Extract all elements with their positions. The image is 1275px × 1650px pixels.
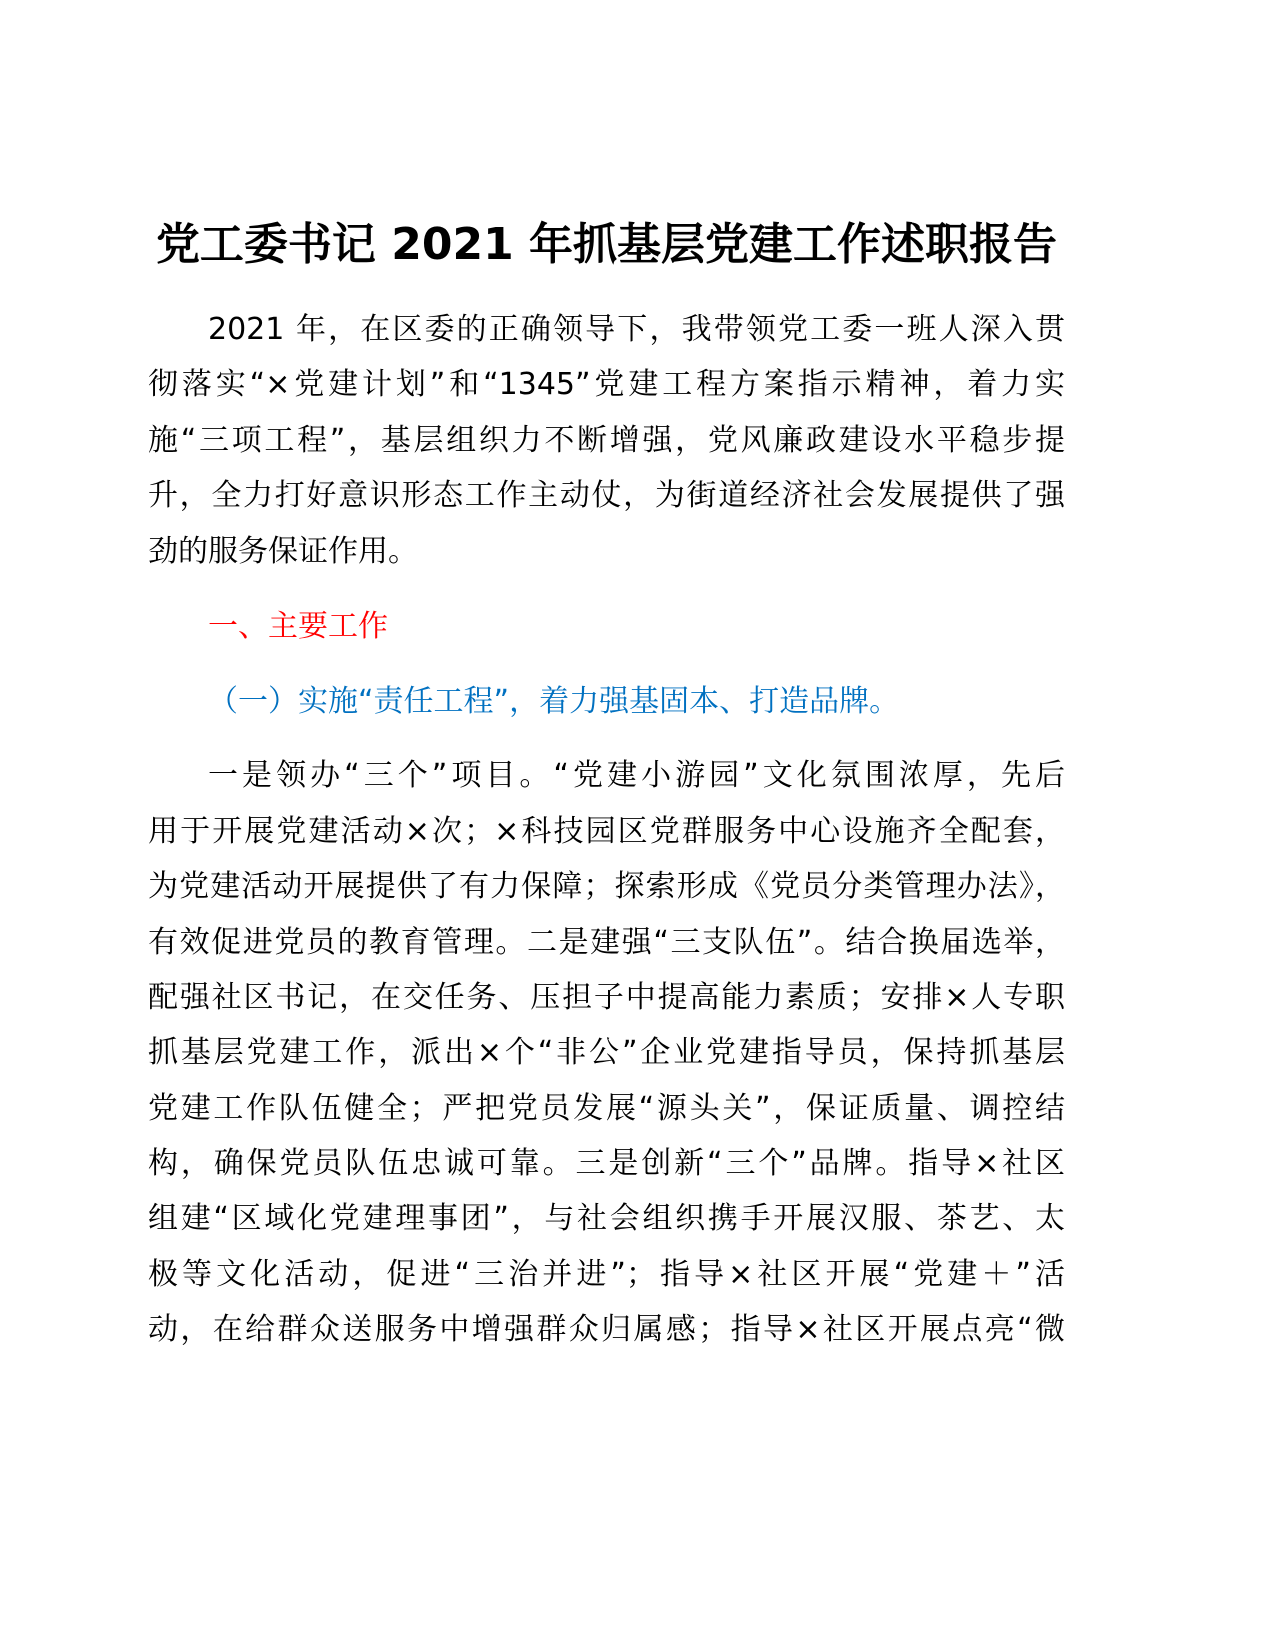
paragraph-line: 一是领办“三个”项目。“党建小游园”文化氛围浓厚，先后 <box>208 758 1065 794</box>
document-title: 党工委书记 2021 年抓基层党建工作述职报告 <box>155 219 1058 270</box>
paragraph-line: 极等文化活动，促进“三治并进”；指导×社区开展“党建＋”活 <box>148 1256 1065 1292</box>
paragraph-line: 为党建活动开展提供了有力保障；探索形成《党员分类管理办法》， <box>148 869 1065 905</box>
subsection-heading: （一）实施“责任工程”，着力强基固本、打造品牌。 <box>208 684 900 720</box>
paragraph-line: 组建“区域化党建理事团”，与社会组织携手开展汉服、茶艺、太 <box>148 1201 1065 1237</box>
paragraph-line: 用于开展党建活动×次；×科技园区党群服务中心设施齐全配套， <box>148 813 1065 849</box>
paragraph-line: 施“三项工程”，基层组织力不断增强，党风廉政建设水平稳步提 <box>148 422 1065 458</box>
paragraph-line: 动，在给群众送服务中增强群众归属感；指导×社区开展点亮“微 <box>148 1312 1065 1348</box>
document-body <box>148 215 1065 1358</box>
body-paragraph <box>148 748 1065 1357</box>
paragraph-line: 党建工作队伍健全；严把党员发展“源头关”，保证质量、调控结 <box>148 1090 1065 1126</box>
paragraph-line: 配强社区书记，在交任务、压担子中提高能力素质；安排×人专职 <box>148 979 1065 1015</box>
paragraph-line: 劲的服务保证作用。 <box>148 533 418 569</box>
paragraph-line: 有效促进党员的教育管理。二是建强“三支队伍”。结合换届选举， <box>148 924 1065 960</box>
paragraph-line: 抓基层党建工作，派出×个“非公”企业党建指导员，保持抓基层 <box>148 1035 1065 1071</box>
paragraph-line: 升，全力打好意识形态工作主动仗，为街道经济社会发展提供了强 <box>148 478 1065 514</box>
section-heading: 一、主要工作 <box>208 608 388 644</box>
intro-paragraph <box>148 302 1065 579</box>
paragraph-line: 2021 年，在区委的正确领导下，我带领党工委一班人深入贯 <box>208 312 1065 347</box>
paragraph-line: 构，确保党员队伍忠诚可靠。三是创新“三个”品牌。指导×社区 <box>148 1146 1065 1182</box>
paragraph-line: 彻落实“×党建计划”和“1345”党建工程方案指示精神，着力实 <box>148 367 1065 403</box>
